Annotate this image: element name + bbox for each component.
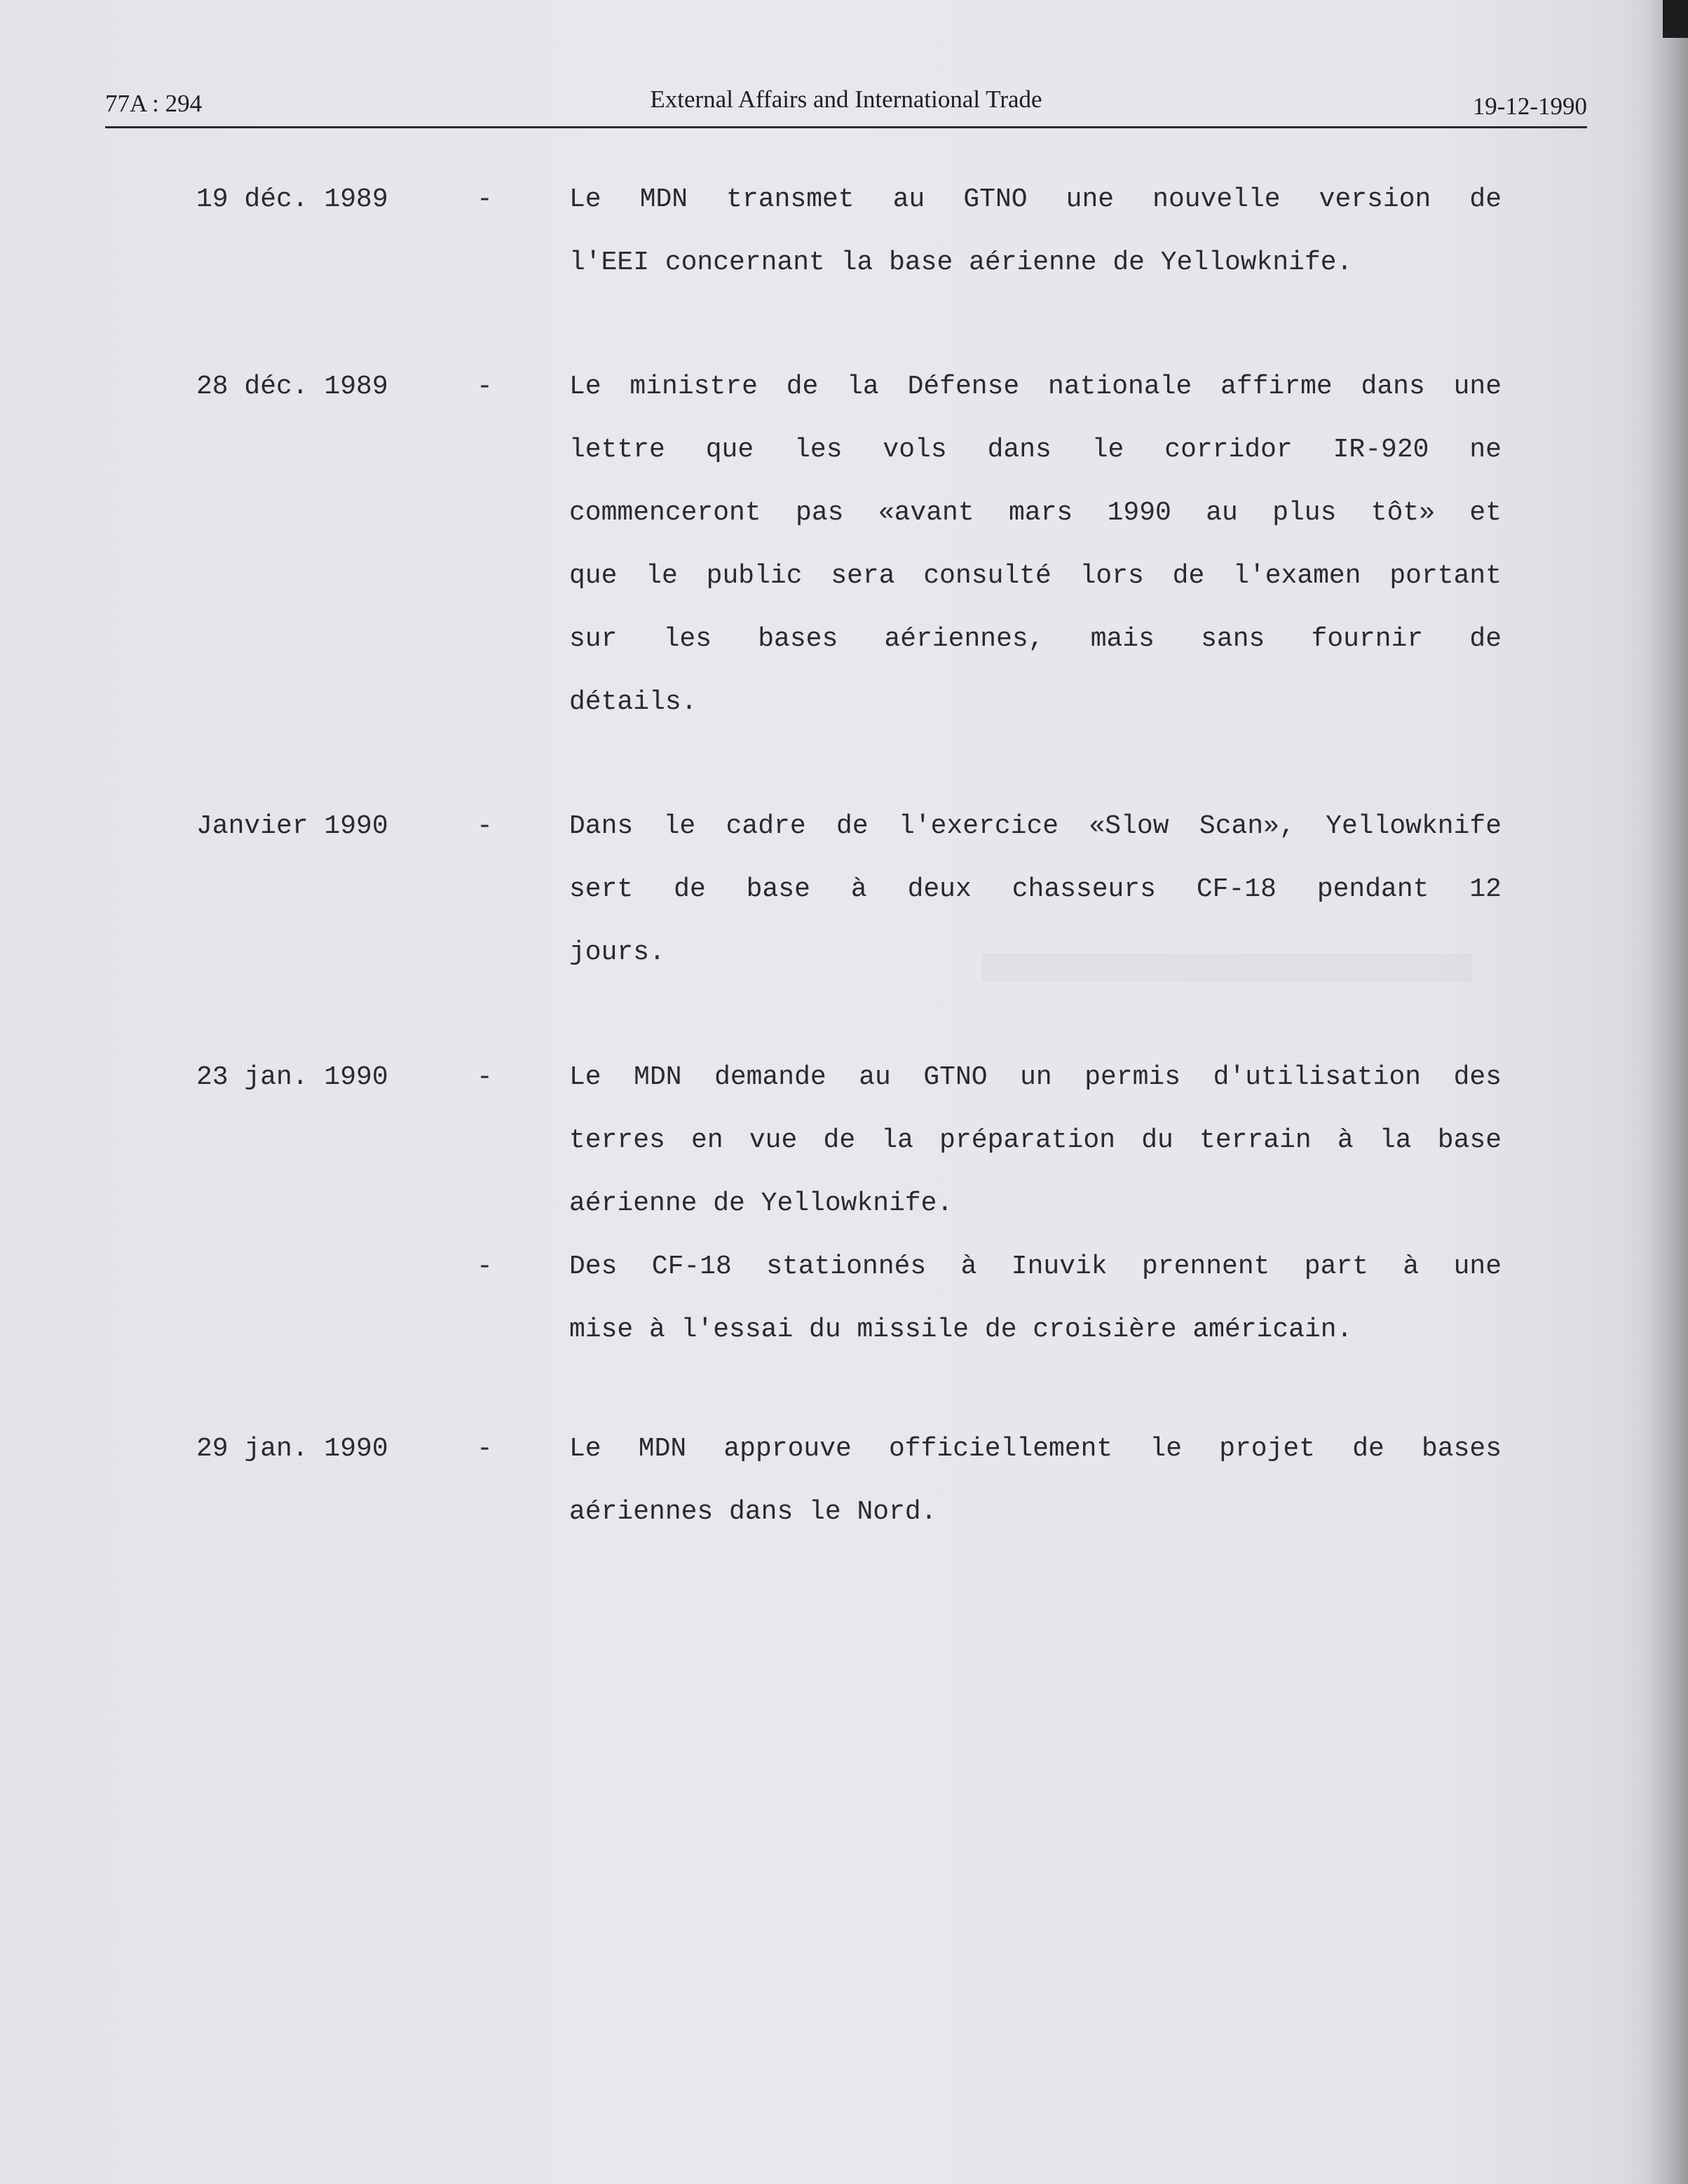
entry-line: Le MDN transmet au GTNO une nouvelle version de bbox=[569, 184, 1502, 215]
entry-text bbox=[569, 1418, 1502, 1544]
entry-dash: - bbox=[477, 1062, 493, 1092]
page-header bbox=[105, 86, 1587, 128]
entry-text bbox=[569, 1046, 1502, 1235]
entry-line: Le ministre de la Défense nationale affirme dans une bbox=[569, 372, 1502, 402]
entry-dash: - bbox=[477, 811, 493, 841]
header-date: 19-12-1990 bbox=[1472, 93, 1587, 120]
entry-text bbox=[569, 795, 1502, 984]
entry-text bbox=[569, 168, 1502, 294]
entry-line: mise à l'essai du missile de croisière américain. bbox=[569, 1315, 1353, 1345]
header-page-number: 77A : 294 bbox=[105, 90, 203, 117]
entry-dash: - bbox=[477, 372, 493, 402]
entry-line: Le MDN demande au GTNO un permis d'utilisation des bbox=[569, 1062, 1502, 1092]
entry-line: que le public sera consulté lors de l'examen portant bbox=[569, 561, 1502, 591]
entry-date: 29 jan. 1990 bbox=[196, 1434, 388, 1464]
entry-line: terres en vue de la préparation du terrain à la base bbox=[569, 1125, 1502, 1155]
scan-corner-mark bbox=[1663, 0, 1688, 38]
entry-line: l'EEI concernant la base aérienne de Yellowknife. bbox=[569, 247, 1353, 278]
entry-line: jours. bbox=[569, 937, 665, 968]
entry-line: détails. bbox=[569, 687, 697, 717]
entry-text bbox=[569, 1235, 1502, 1362]
header-rule bbox=[105, 126, 1587, 128]
entry-date: 28 déc. 1989 bbox=[196, 372, 388, 402]
entry-line: lettre que les vols dans le corridor IR-920 ne bbox=[569, 435, 1502, 465]
entry-dash: - bbox=[477, 184, 493, 215]
entry-dash: - bbox=[477, 1252, 493, 1282]
page-edge-shadow bbox=[1646, 0, 1688, 2184]
entry-line: Des CF-18 stationnés à Inuvik prennent part à une bbox=[569, 1252, 1502, 1282]
entry-line: commenceront pas «avant mars 1990 au plus tôt» et bbox=[569, 498, 1502, 528]
entry-date: Janvier 1990 bbox=[196, 811, 388, 841]
entry-line: aérienne de Yellowknife. bbox=[569, 1188, 953, 1219]
entry-text bbox=[569, 355, 1502, 734]
entry-date: 23 jan. 1990 bbox=[196, 1062, 388, 1092]
entry-date: 19 déc. 1989 bbox=[196, 184, 388, 215]
entry-dash: - bbox=[477, 1434, 493, 1464]
entry-line: Le MDN approuve officiellement le projet de bases bbox=[569, 1434, 1502, 1464]
entry-line: sert de base à deux chasseurs CF-18 pendant 12 bbox=[569, 874, 1502, 904]
header-title: External Affairs and International Trade bbox=[650, 86, 1042, 113]
entry-line: sur les bases aériennes, mais sans fournir de bbox=[569, 624, 1502, 654]
entry-line: Dans le cadre de l'exercice «Slow Scan», Yellowknife bbox=[569, 811, 1502, 841]
entry-line: aériennes dans le Nord. bbox=[569, 1497, 937, 1527]
